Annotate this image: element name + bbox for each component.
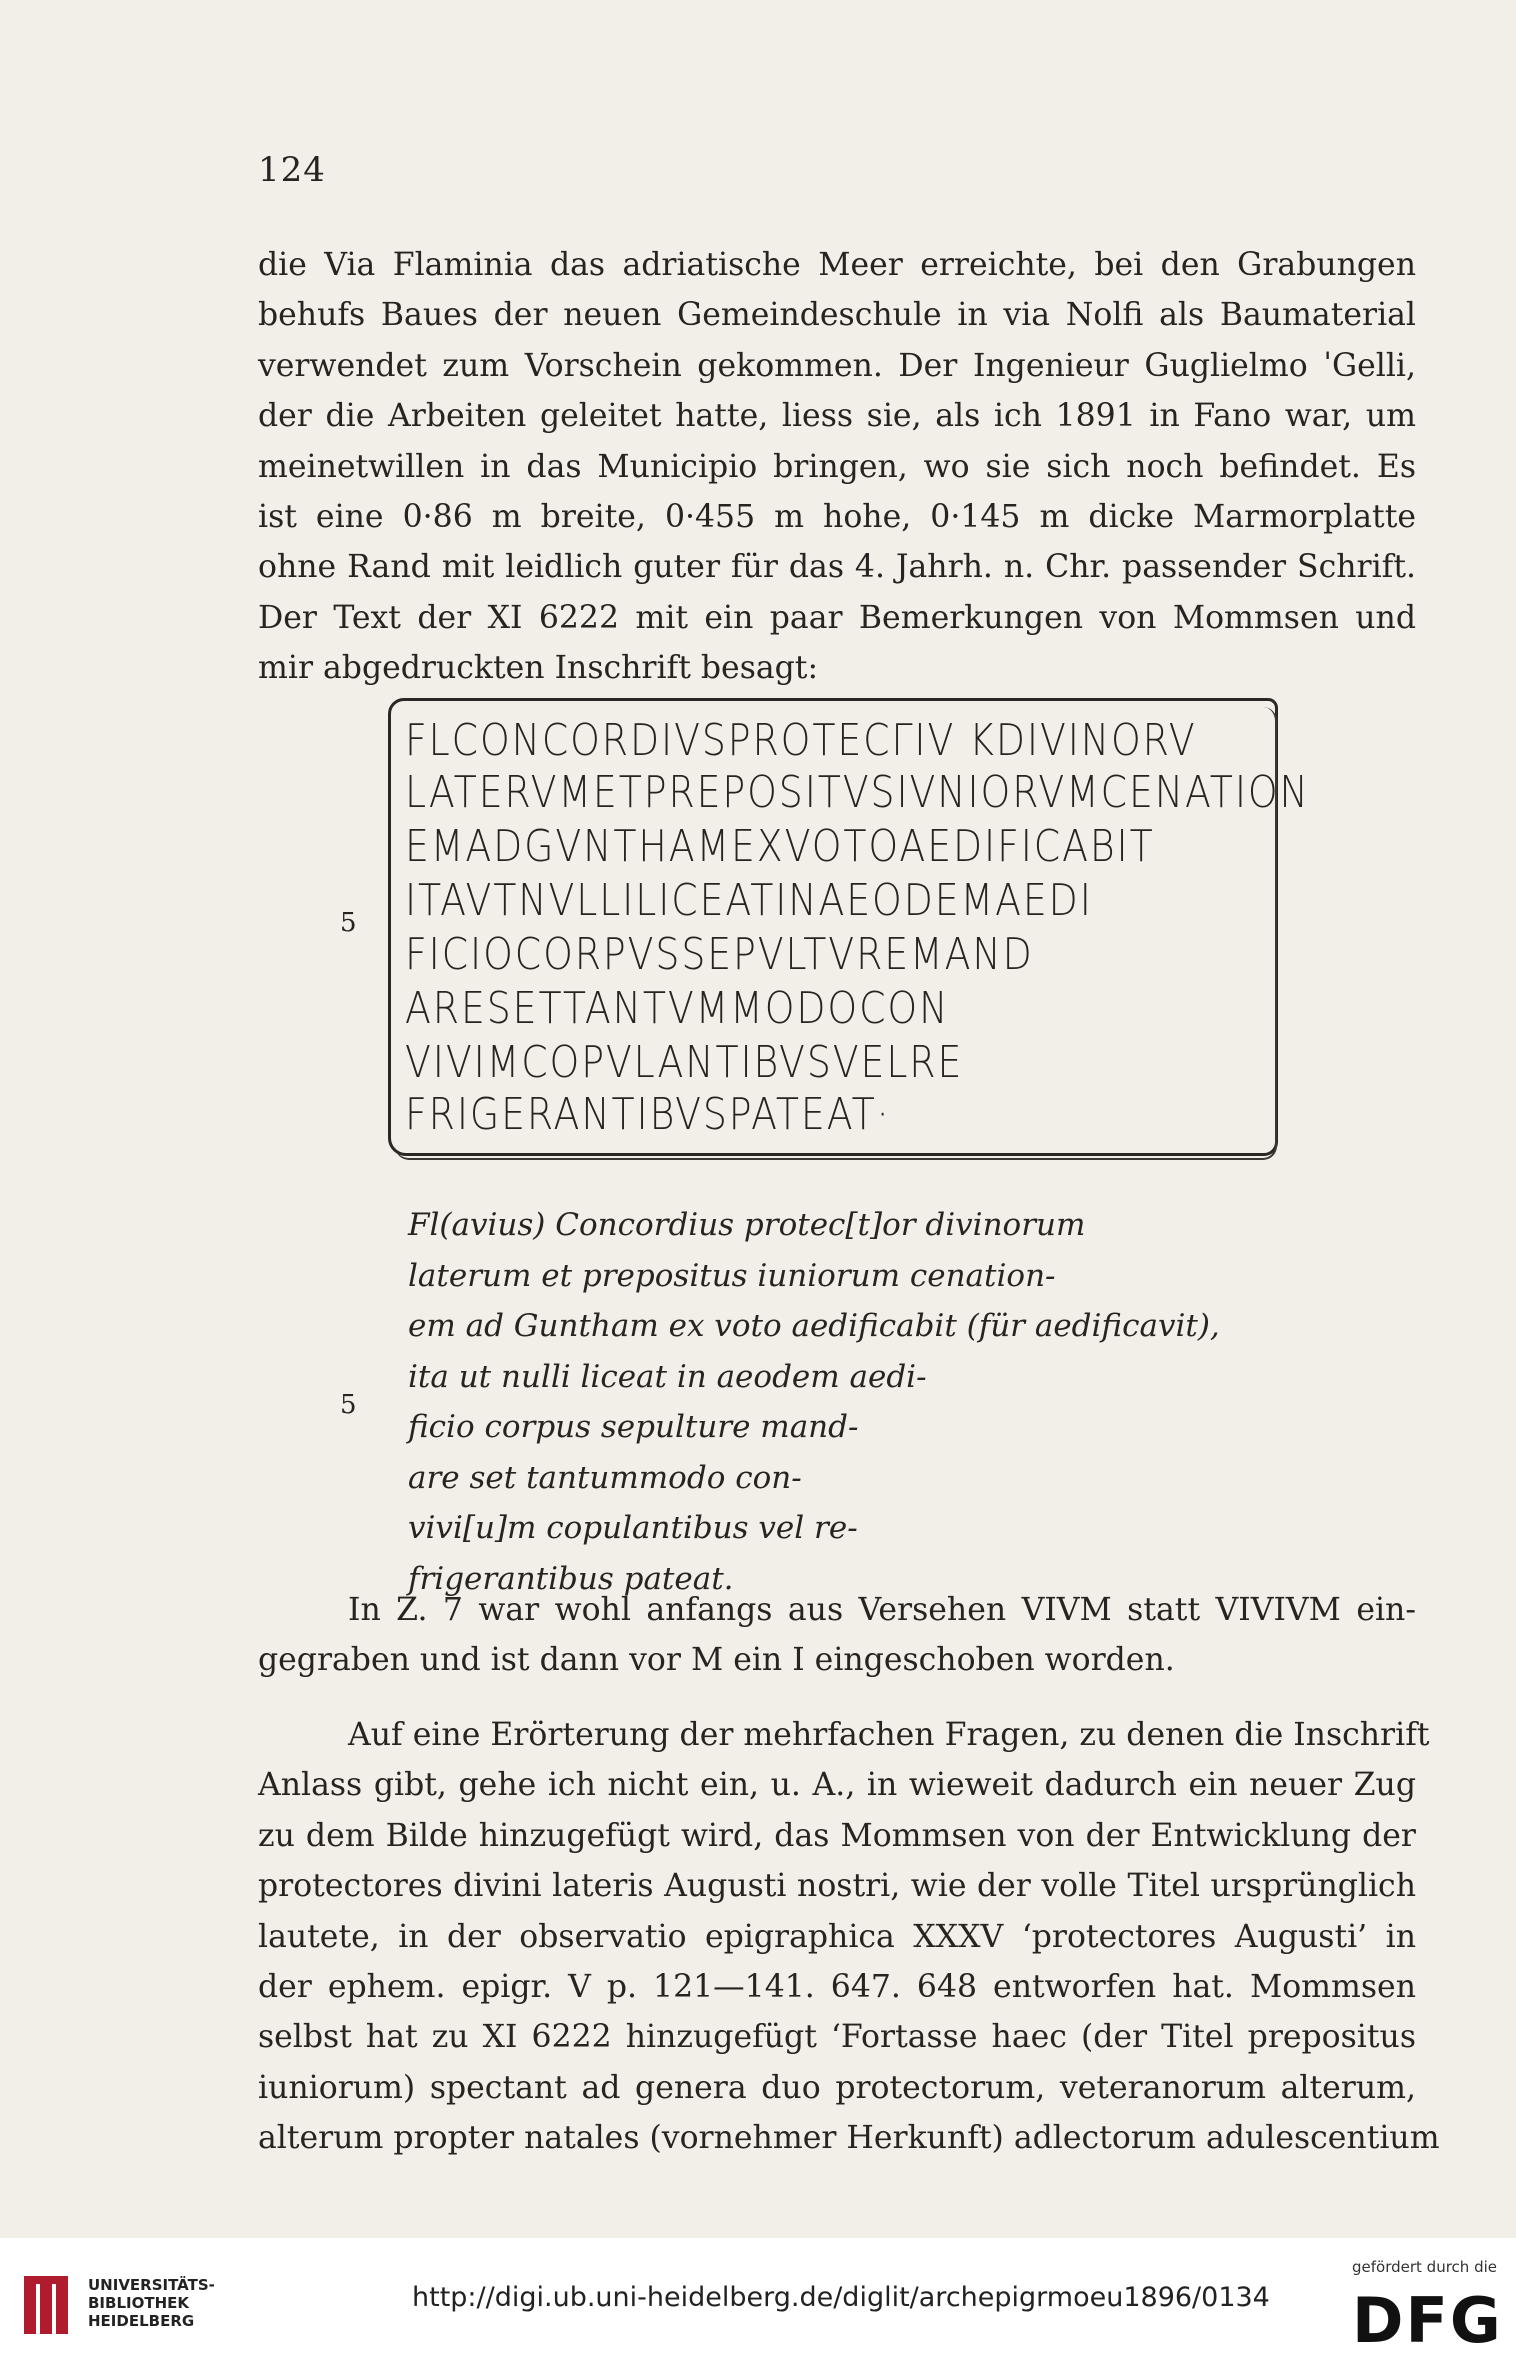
inscription-line: ARESETTANTVMMODOCON: [405, 983, 950, 1034]
library-name: [88, 2276, 215, 2330]
text-line: lautete, in der observatio epigraphica XXXV ‘protectores Augusti’ in: [258, 1918, 1416, 1955]
inscription-line-number: 5: [340, 908, 357, 938]
inscription-line: ITAVTNVLLILICEATINAEODEMAEDI: [405, 875, 1093, 926]
inscription-drawing: [388, 698, 1310, 1156]
inscription-line: FLCONCORDIVSPROTECΓIV KDIVINORV: [405, 715, 1197, 766]
paragraph-note: [258, 1585, 1416, 1686]
transliteration-line: laterum et prepositus iuniorum cenation-: [408, 1257, 1056, 1294]
library-name-line: HEIDELBERG: [88, 2312, 195, 2330]
transliteration-line: ficio corpus sepulture mand-: [408, 1409, 859, 1445]
text-line: ist eine 0·86 m breite, 0·455 m hohe, 0·145 m dicke Marmorplatte: [258, 499, 1416, 536]
inscription-line: VIVIMCOPVLANTIBVSVELRE: [405, 1037, 964, 1088]
transliteration: [408, 1200, 1308, 1604]
transliteration-line: Fl(avius) Concordius protec[t]or divinorum: [408, 1207, 1086, 1243]
text-line: zu dem Bilde hinzugefügt wird, das Mommsen von der Entwicklung der: [258, 1817, 1416, 1854]
transliteration-line: frigerantibus pateat.: [408, 1560, 734, 1597]
text-line: alterum propter natales (vornehmer Herkunft) adlectorum adulescentium: [258, 2120, 1440, 2157]
text-line: selbst hat zu XI 6222 hinzugefügt ‘Fortasse haec (der Titel prepositus: [258, 2019, 1416, 2056]
library-name-line: UNIVERSITÄTS-: [88, 2276, 215, 2294]
text-line: der ephem. epigr. V p. 121—141. 647. 648 entworfen hat. Mommsen: [258, 1969, 1416, 2006]
inscription-line: EMADGVNTHAMEXVOTOAEDIFICABIT: [405, 821, 1155, 872]
library-name-line: BIBLIOTHEK: [88, 2294, 189, 2312]
text-line: die Via Flaminia das adriatische Meer erreichte, bei den Grabungen: [258, 247, 1416, 283]
text-line: In Z. 7 war wohl anfangs aus Versehen VIVM statt VIVIVM ein-: [348, 1592, 1416, 1628]
text-line: mir abgedruckten Inschrift besagt:: [258, 650, 819, 687]
transliteration-line: vivi[u]m copulantibus vel re-: [408, 1510, 858, 1546]
transliteration-line: em ad Guntham ex voto aedificabit (für aedificavit),: [408, 1308, 1220, 1344]
text-line: protectores divini lateris Augusti nostri, wie der volle Titel ursprünglich: [258, 1868, 1416, 1905]
page-number: 124: [258, 150, 326, 190]
paragraph-discussion: [258, 1710, 1440, 2164]
text-line: behufs Baues der neuen Gemeindeschule in via Nolfi als Baumaterial: [258, 297, 1416, 334]
text-line: ohne Rand mit leidlich guter für das 4. Jahrh. n. Chr. passender Schrift.: [258, 549, 1416, 586]
transliteration-line: ita ut nulli liceat in aeodem aedi-: [408, 1358, 927, 1395]
inscription-line: FICIOCORPVSSEPVLTVREMAND: [405, 929, 1034, 980]
text-line: gegraben und ist dann vor M ein I eingeschoben worden.: [258, 1642, 1175, 1679]
dfg-logo: DFG: [1352, 2284, 1503, 2357]
text-line: der die Arbeiten geleitet hatte, liess sie, als ich 1891 in Fano war, um: [258, 398, 1416, 435]
text-line: verwendet zum Vorschein gekommen. Der Ingenieur Guglielmo ˈGelli,: [258, 347, 1416, 384]
text-line: iuniorum) spectant ad genera duo protectorum, veteranorum alterum,: [258, 2069, 1416, 2106]
transliteration-line-number: 5: [340, 1390, 357, 1420]
text-line: meinetwillen in das Municipio bringen, wo sie sich noch befindet. Es: [258, 448, 1416, 485]
text-line: Auf eine Erörterung der mehrfachen Fragen, zu denen die Inschrift: [348, 1717, 1430, 1753]
funder-note: gefördert durch die: [1352, 2258, 1497, 2276]
inscription-line: LATERVMETPREPOSITVSIVNIORVMCENATION: [405, 767, 1310, 818]
library-logo-icon: [22, 2272, 80, 2338]
text-line: Der Text der XI 6222 mit ein paar Bemerkungen von Mommsen und: [258, 599, 1416, 636]
inscription-line: FRIGERANTIBVSPATEAT·: [405, 1089, 891, 1140]
viewer-footer: [0, 2238, 1516, 2365]
permalink-url[interactable]: http://digi.ub.uni-heidelberg.de/diglit/archepigrmoeu1896/0134: [412, 2282, 1270, 2313]
text-line: Anlass gibt, gehe ich nicht ein, u. A., in wieweit dadurch ein neuer Zug: [258, 1767, 1416, 1804]
paragraph-intro: [258, 240, 1416, 694]
transliteration-line: are set tantummodo con-: [408, 1459, 802, 1496]
